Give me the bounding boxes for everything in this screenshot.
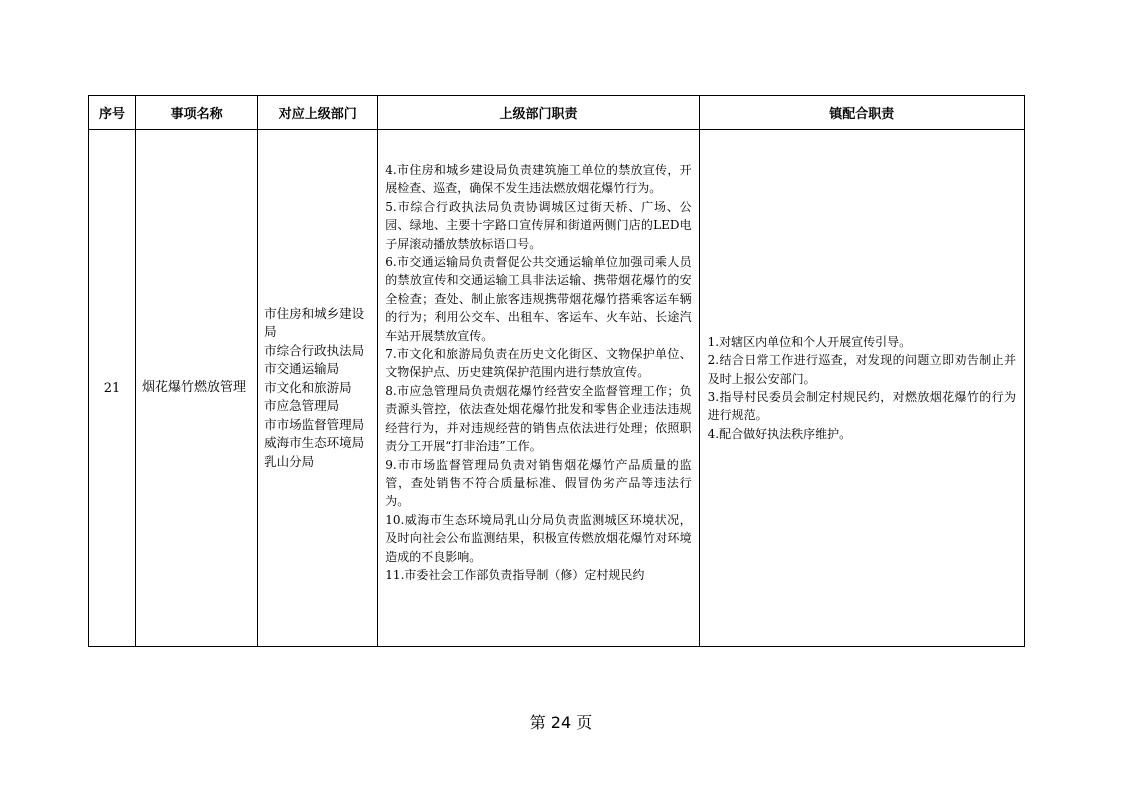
row-item-name: 烟花爆竹燃放管理 [136, 130, 258, 647]
upper-duty-item: 7.市文化和旅游局负责在历史文化街区、文物保护单位、文物保护点、历史建筑保护范围内进行禁放宣传。 [385, 347, 692, 380]
upper-duty-item: 8.市应急管理局负责烟花爆竹经营安全监督管理工作；负责源头管控，依法查处烟花爆竹批发和零售企业违法违规经营行为，并对违规经营的销售点依法进行处理；依照职责分工开展“打非治违”工作。 [385, 383, 692, 454]
department-item: 威海市生态环境局乳山分局 [264, 435, 365, 469]
header-upper-duties: 上级部门职责 [378, 96, 699, 130]
page-number: 第 24 页 [529, 713, 593, 732]
header-seq: 序号 [89, 96, 136, 130]
header-item-name: 事项名称 [136, 96, 258, 130]
department-item: 市综合行政执法局 [264, 342, 365, 358]
department-item: 市交通运输局 [264, 361, 340, 377]
department-item: 市文化和旅游局 [264, 379, 352, 395]
department-item: 市市场监督管理局 [264, 416, 365, 432]
upper-duty-item: 5.市综合行政执法局负责协调城区过街天桥、广场、公园、绿地、主要十字路口宣传屏和街道两侧门店的LED电子屏滚动播放禁放标语口号。 [385, 199, 692, 251]
row-upper-duties [378, 130, 699, 647]
responsibility-table [88, 95, 1025, 647]
table-header-row [89, 96, 1025, 130]
upper-duty-item: 10.威海市生态环境局乳山分局负责监测城区环境状况，及时向社会公布监测结果，积极宣传燃放烟花爆竹对环境造成的不良影响。 [385, 512, 692, 564]
upper-duty-item: 6.市交通运输局负责督促公共交通运输单位加强司乘人员的禁放宣传和交通运输工具非法运输、携带烟花爆竹的安全检查；查处、制止旅客违规携带烟花爆竹搭乘客运车辆的行为；利用公交车、出租车、客运车、火车站、长途汽车站开展禁放宣传。 [385, 255, 692, 343]
upper-duty-item: 4.市住房和城乡建设局负责建筑施工单位的禁放宣传，开展检查、巡查，确保不发生违法燃放烟花爆竹行为。 [385, 163, 692, 196]
department-item: 市应急管理局 [264, 398, 340, 414]
row-seq: 21 [89, 130, 136, 647]
upper-duty-item: 11.市委社会工作部负责指导制（修）定村规民约 [385, 567, 645, 582]
department-item: 市住房和城乡建设局 [264, 305, 365, 340]
row-departments [258, 130, 378, 647]
town-duty-item: 4.配合做好执法秩序维护。 [707, 426, 852, 441]
table-row [89, 130, 1025, 647]
row-town-duties [699, 130, 1024, 647]
town-duty-item: 2.结合日常工作进行巡查，对发现的问题立即劝告制止并及时上报公安部门。 [707, 353, 1016, 386]
header-upper-department: 对应上级部门 [258, 96, 378, 130]
upper-duty-item: 9.市市场监督管理局负责对销售烟花爆竹产品质量的监管，查处销售不符合质量标准、假冒伪劣产品等违法行为。 [385, 457, 692, 509]
town-duty-item: 3.指导村民委员会制定村规民约，对燃放烟花爆竹的行为进行规范。 [707, 390, 1016, 423]
header-town-duties: 镇配合职责 [699, 96, 1024, 130]
town-duty-item: 1.对辖区内单位和个人开展宣传引导。 [707, 334, 912, 349]
